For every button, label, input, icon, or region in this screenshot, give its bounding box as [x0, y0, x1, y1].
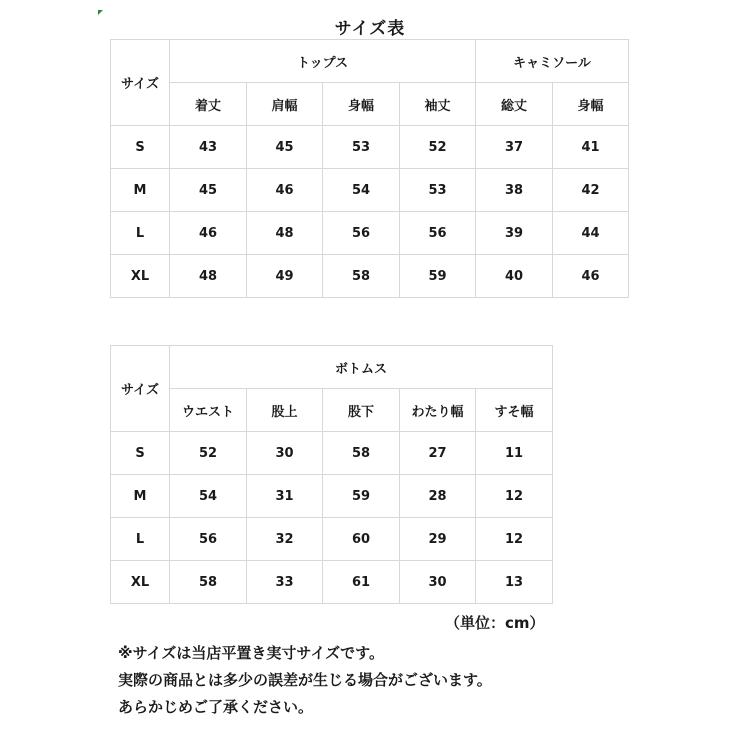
column-header: ウエスト — [170, 389, 247, 432]
page-title: サイズ表 — [334, 19, 406, 39]
table-cell: 61 — [323, 561, 400, 604]
table-cell: 28 — [400, 475, 476, 518]
table-cell: 59 — [400, 255, 476, 298]
table-cell: 13 — [476, 561, 553, 604]
size-label: M — [111, 475, 170, 518]
bottoms-size-table — [110, 345, 553, 604]
notes-block — [118, 640, 492, 721]
table-cell: 59 — [323, 475, 400, 518]
note-line: あらかじめご了承ください。 — [118, 698, 314, 716]
table-cell: 40 — [476, 255, 553, 298]
table-cell: 45 — [247, 126, 323, 169]
note-line: ※サイズは当店平置き実寸サイズです。 — [118, 644, 384, 662]
size-label: S — [111, 432, 170, 475]
table-cell: 39 — [476, 212, 553, 255]
group-header-camisole: キャミソール — [476, 40, 629, 83]
table-cell: 60 — [323, 518, 400, 561]
table-row — [111, 212, 629, 255]
column-header: 総丈 — [476, 83, 553, 126]
table-header-row — [111, 40, 629, 83]
size-label: L — [111, 518, 170, 561]
table-cell: 12 — [476, 518, 553, 561]
table-header-row — [111, 346, 553, 389]
table-cell: 58 — [170, 561, 247, 604]
table-cell: 46 — [553, 255, 629, 298]
group-header-bottoms: ボトムス — [170, 346, 553, 389]
table-header-row — [111, 83, 629, 126]
table-row — [111, 169, 629, 212]
table-cell: 48 — [247, 212, 323, 255]
table-cell: 49 — [247, 255, 323, 298]
table-cell: 53 — [323, 126, 400, 169]
column-header: わたり幅 — [400, 389, 476, 432]
table-cell: 46 — [170, 212, 247, 255]
table-cell: 45 — [170, 169, 247, 212]
table-cell: 33 — [247, 561, 323, 604]
table-cell: 44 — [553, 212, 629, 255]
table-cell: 56 — [323, 212, 400, 255]
table-cell: 53 — [400, 169, 476, 212]
size-header-cell: サイズ — [111, 346, 170, 432]
size-header-cell: サイズ — [111, 40, 170, 126]
table-cell: 27 — [400, 432, 476, 475]
table-cell: 54 — [323, 169, 400, 212]
size-label: L — [111, 212, 170, 255]
table-cell: 11 — [476, 432, 553, 475]
unit-note: （単位：cm） — [445, 614, 545, 632]
table-cell: 58 — [323, 432, 400, 475]
table-cell: 38 — [476, 169, 553, 212]
table-cell: 41 — [553, 126, 629, 169]
column-header: 身幅 — [323, 83, 400, 126]
size-label: XL — [111, 255, 170, 298]
column-header: すそ幅 — [476, 389, 553, 432]
table-row — [111, 475, 553, 518]
table-row — [111, 518, 553, 561]
table-cell: 46 — [247, 169, 323, 212]
table-row — [111, 255, 629, 298]
group-header-tops: トップス — [170, 40, 476, 83]
table-cell: 54 — [170, 475, 247, 518]
size-label: XL — [111, 561, 170, 604]
table-cell: 30 — [400, 561, 476, 604]
size-label: S — [111, 126, 170, 169]
size-label: M — [111, 169, 170, 212]
table-cell: 56 — [400, 212, 476, 255]
column-header: 股上 — [247, 389, 323, 432]
column-header: 袖丈 — [400, 83, 476, 126]
table-header-row — [111, 389, 553, 432]
table-cell: 58 — [323, 255, 400, 298]
table-cell: 37 — [476, 126, 553, 169]
table-cell: 52 — [170, 432, 247, 475]
column-header: 肩幅 — [247, 83, 323, 126]
column-header: 着丈 — [170, 83, 247, 126]
column-header: 股下 — [323, 389, 400, 432]
table-cell: 42 — [553, 169, 629, 212]
table-cell: 52 — [400, 126, 476, 169]
table-cell: 29 — [400, 518, 476, 561]
table-row — [111, 561, 553, 604]
note-line: 実際の商品とは多少の誤差が生じる場合がございます。 — [118, 671, 492, 689]
table-row — [111, 126, 629, 169]
column-header: 身幅 — [553, 83, 629, 126]
table-cell: 31 — [247, 475, 323, 518]
table-cell: 48 — [170, 255, 247, 298]
table-cell: 56 — [170, 518, 247, 561]
table-cell: 43 — [170, 126, 247, 169]
tops-size-table — [110, 39, 629, 298]
table-cell: 32 — [247, 518, 323, 561]
table-cell: 30 — [247, 432, 323, 475]
table-row — [111, 432, 553, 475]
table-cell: 12 — [476, 475, 553, 518]
